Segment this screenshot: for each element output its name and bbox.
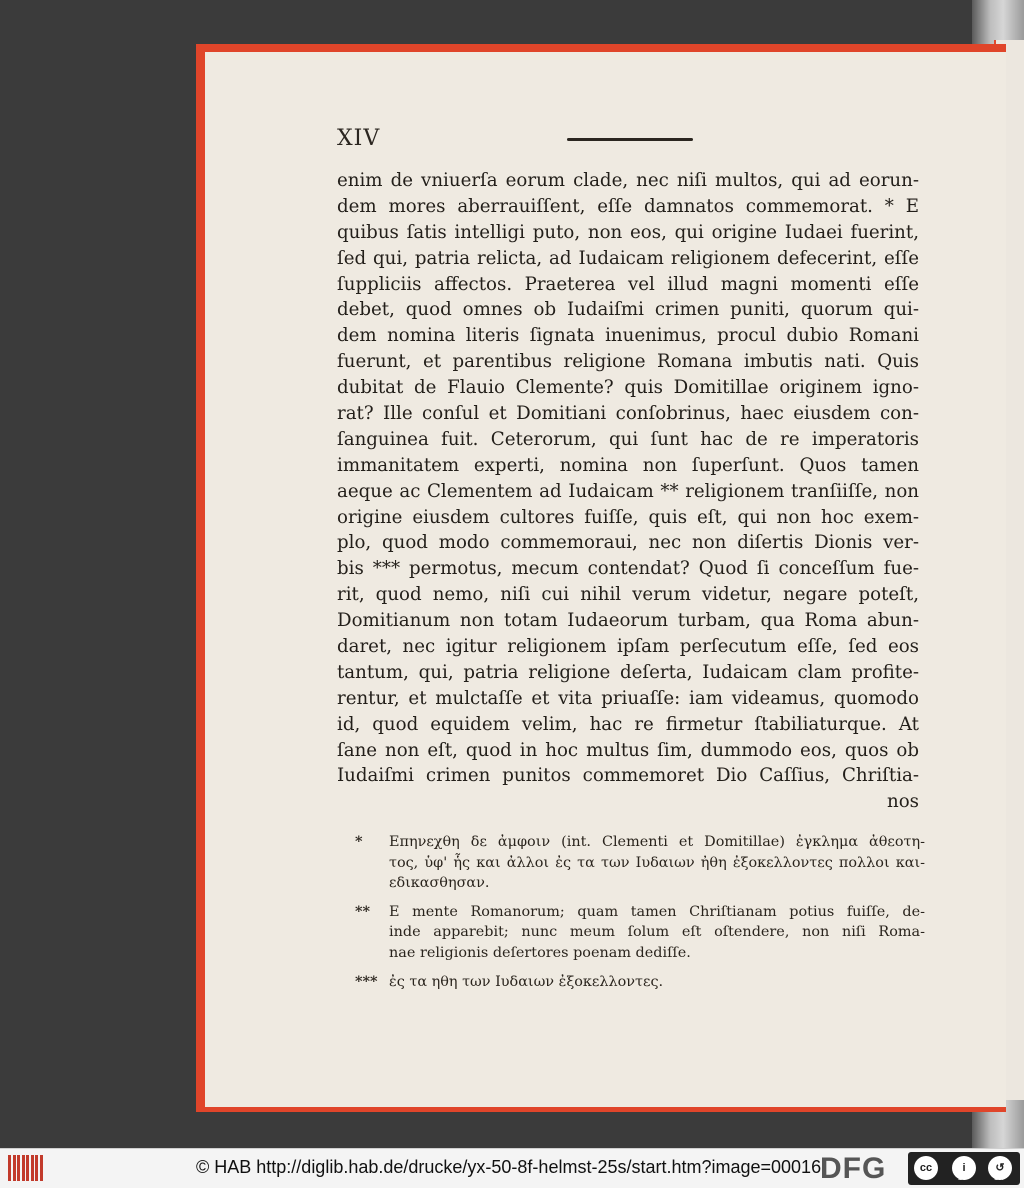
footnote-line: nae religionis deſertores poenam dediſſe. bbox=[389, 944, 691, 961]
footnote-mark: *** bbox=[355, 972, 378, 990]
text-line: Domitianum non totam Iudaeorum turbam, qua Roma abun- bbox=[337, 610, 919, 632]
text-line: origine eiusdem cultores fuiſſe, quis eſt, qui non hoc exem- bbox=[337, 506, 919, 528]
footnote bbox=[355, 972, 925, 993]
text-line: daret, nec igitur religionem ipſam perſecutum eſſe, ſed eos bbox=[337, 636, 919, 658]
footnote bbox=[355, 902, 925, 964]
page-number: XIV bbox=[337, 126, 381, 151]
text-line: rit, quod nemo, niſi cui nihil verum videtur, negare poteſt, bbox=[337, 584, 919, 606]
by-icon: i bbox=[952, 1156, 976, 1180]
barcode-stripe bbox=[13, 1155, 16, 1181]
text-line: fuerunt, et parentibus religione Romana imbutis nati. Quis bbox=[337, 351, 919, 373]
barcode-stripe bbox=[31, 1155, 34, 1181]
dfg-logo: DFG bbox=[820, 1152, 887, 1185]
footnote-mark: * bbox=[355, 833, 363, 850]
barcode-stripe bbox=[35, 1155, 38, 1181]
footnote-line: τος, ὑφ' ἧς και ἀλλοι ἐς τα των Ιυδαιων ἠθη ἐξοκελλοντες πολλοι και- bbox=[389, 854, 925, 871]
text-line: ſed qui, patria relicta, ad Iudaicam religionem defecerint, eſſe bbox=[337, 247, 919, 269]
barcode-stripe bbox=[17, 1155, 20, 1181]
sa-label: SA bbox=[994, 1175, 1004, 1182]
by-label: BY bbox=[958, 1175, 968, 1182]
text-line: ſuppliciis affectos. Praeterea vel illud magni momenti eſſe bbox=[337, 273, 919, 295]
text-line: ſane non eſt, quod in hoc multus ſim, dummodo eos, quos ob bbox=[337, 739, 919, 761]
text-line: Iudaiſmi crimen punitos commemoret Dio Caſſius, Chriſtia- bbox=[337, 765, 919, 787]
barcode-stripe bbox=[8, 1155, 11, 1181]
text-line: rat? Ille conſul et Domitiani conſobrinus, haec eiusdem con- bbox=[337, 403, 919, 425]
text-line: nos bbox=[887, 791, 919, 813]
footnote-line: E mente Romanorum; quam tamen Chriſtianam potius fuiſſe, de- bbox=[389, 903, 925, 920]
text-line: ſanguinea fuit. Ceterorum, qui ſunt hac de re imperatoris bbox=[337, 428, 919, 450]
text-line: dem nomina literis ſignata inuenimus, procul dubio Romani bbox=[337, 325, 919, 347]
barcode-icon bbox=[8, 1155, 44, 1181]
text-line: dubitat de Flauio Clemente? quis Domitillae originem igno- bbox=[337, 377, 919, 399]
text-line: rentur, et mulctaſſe et vita priuaſſe: iam videamus, quomodo bbox=[337, 687, 919, 709]
barcode-stripe bbox=[22, 1155, 25, 1181]
text-line: id, quod equidem velim, hac re firmetur ſtabiliaturque. At bbox=[337, 713, 919, 735]
text-line: dem mores aberrauiſſent, eſſe damnatos commemorat. * E bbox=[337, 195, 919, 217]
viewer-footer bbox=[0, 1148, 1024, 1188]
cc-icon: cc bbox=[914, 1156, 938, 1180]
footnotes-block bbox=[355, 832, 925, 1000]
page-header bbox=[337, 126, 937, 156]
barcode-stripe bbox=[40, 1155, 43, 1181]
footnote-line: Επηνεχθη δε ἀμφοιν (int. Clementi et Domitillae) ἐγκλημα ἀθεοτη- bbox=[389, 834, 925, 850]
text-line: tantum, qui, patria religione deſerta, Iudaicam clam profite- bbox=[337, 661, 919, 683]
barcode-stripe bbox=[26, 1155, 29, 1181]
footnote-line: inde apparebit; nunc meum ſolum eſt oſtendere, non niſi Roma- bbox=[389, 924, 925, 941]
main-text-block bbox=[337, 168, 919, 815]
text-line: immanitatem experti, nomina non ſuperſunt. Quos tamen bbox=[337, 454, 919, 476]
footnote-line: εδικασθησαν. bbox=[389, 875, 490, 892]
text-line: quibus ſatis intelligi puto, non eos, qui origine Iudaei fuerint, bbox=[337, 221, 919, 243]
text-line: debet, quod omnes ob Iudaiſmi crimen puniti, quorum qui- bbox=[337, 299, 919, 321]
copyright-link[interactable]: © HAB http://diglib.hab.de/drucke/yx-50-8f-helmst-25s/start.htm?image=00016 bbox=[196, 1157, 822, 1177]
header-rule bbox=[567, 138, 693, 141]
footnote-mark: ** bbox=[355, 902, 371, 920]
footnote-line: ἐς τα ηθη των Ιυδαιων ἐξοκελλοντες. bbox=[389, 973, 664, 990]
footnote bbox=[355, 832, 925, 894]
text-line: enim de vniuerſa eorum clade, nec niſi multos, qui ad eorun- bbox=[337, 170, 919, 191]
book-page bbox=[196, 44, 1006, 1112]
sa-icon: ↺ bbox=[988, 1156, 1012, 1180]
cc-by-sa-badge[interactable] bbox=[908, 1152, 1020, 1185]
text-line: bis *** permotus, mecum contendat? Quod ſi conceſſum fue- bbox=[337, 558, 919, 580]
text-line: plo, quod modo commemoraui, nec non diſertis Dionis ver- bbox=[337, 532, 919, 554]
text-line: aeque ac Clementem ad Iudaicam ** religionem tranſiiſſe, non bbox=[337, 480, 919, 502]
